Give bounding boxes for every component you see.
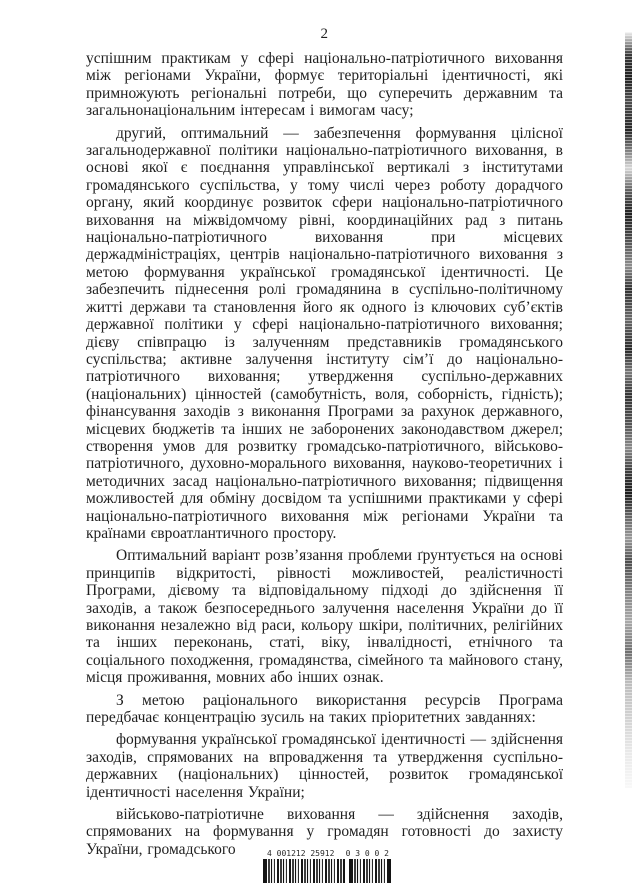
barcode-number-right: 0 3 0 0 2 (345, 849, 389, 858)
document-body-text (86, 50, 563, 863)
page-number: 2 (320, 26, 329, 42)
scan-artifact-strip (625, 32, 632, 788)
barcode-bars-right (349, 859, 391, 883)
paragraph: З метою раціонального використання ресурсів Програма передбачає концентрацію зусиль на таких пріоритетних завданнях: (86, 691, 563, 727)
paragraph: Оптимальний варіант розв’язання проблеми ґрунтується на основі принципів відкритості, рівності можливостей, реалістичності Програми, дієвому та відповідальному підході до здійснення її заходів, а також безпосереднього залучення населення України до її виконання незалежно від раси, кольору шкіри, політичних, релігійних та інших переконань, статі, віку, інвалідності, етнічного та соціального походження, громадянства, сімейного та майнового стану, місця проживання, мовних або інших ознак. (86, 547, 563, 687)
paragraph: військово-патріотичне виховання — здійснення заходів, спрямованих на формування у громадян готовності до захисту України, громадського (86, 806, 563, 858)
barcode-bars-left (263, 859, 345, 883)
paragraph: успішним практикам у сфері національно-патріотичного виховання між регіонами України, формує територіальні ідентичності, які примножують регіональні потреби, що суперечить державним та загальнонаціональним інтересам і вимогам часу; (86, 50, 563, 120)
barcode-number (263, 849, 391, 859)
barcode (263, 849, 391, 883)
paragraph: формування української громадянської ідентичності — здійснення заходів, спрямованих на впровадження та утвердження суспільно-державних (національних) цінностей, розвиток громадянської ідентичності населення України; (86, 731, 563, 801)
barcode-bars (263, 859, 391, 883)
paragraph: другий, оптимальний — забезпечення формування цілісної загальнодержавної політики національно-патріотичного виховання, в основі якої є поєднання управлінської вертикалі з інститутами громадянського суспільства, у тому числі через роботу дорадчого органу, який координує розвиток сфери національно-патріотичного виховання на міжвідомчому рівні, координаційних рад з питань національно-патріотичного виховання при місцевих держадміністраціях, центрів національно-патріотичного виховання з метою формування української громадянської ідентичності. Це забезпечить піднесення ролі громадянина в суспільно-політичному житті держави та становлення його як одного із ключових суб’єктів державної політики у сфері національно-патріотичного виховання; дієву співпрацю із залученням представників громадянського суспільства; активне залучення інституту сім’ї до національно-патріотичного виховання; утвердження суспільно-державних (національних) цінностей (самобутність, воля, соборність, гідність); фінансування заходів з виконання Програми за рахунок державного, місцевих бюджетів та інших не заборонених законодавством джерел; створення умов для розвитку громадсько-патріотичного, військово-патріотичного, духовно-морального виховання, науково-теоретичних і методичних засад національно-патріотичного виховання; підвищення можливостей для обміну досвідом та успішними практиками у сфері національно-патріотичного виховання між регіонами України та країнами євроатлантичного простору. (86, 124, 563, 542)
barcode-number-left: 4 001212 25912 (267, 849, 335, 858)
